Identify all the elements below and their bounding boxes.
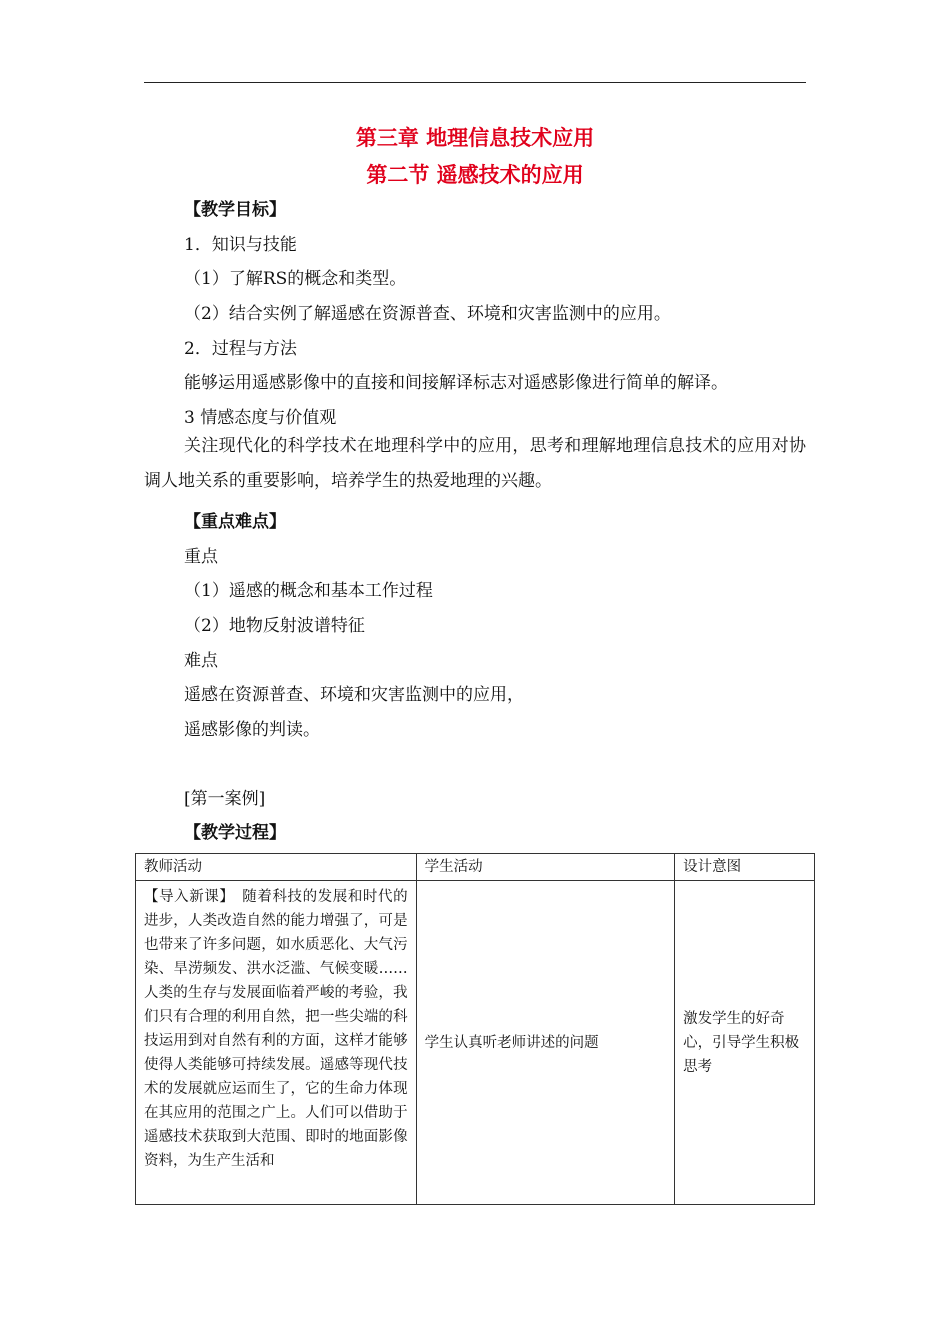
header-rule <box>144 82 806 83</box>
case-label: [第一案例] <box>184 789 266 809</box>
objective-2-text: 能够运用遥感影像中的直接和间接解译标志对遥感影像进行简单的解译。 <box>184 373 728 393</box>
objective-1-title: 1．知识与技能 <box>184 235 297 255</box>
student-activity-cell: 学生认真听老师讲述的问题 <box>416 881 675 1205</box>
hard-label: 难点 <box>184 651 218 671</box>
key-label: 重点 <box>184 547 218 567</box>
objective-3-text: 关注现代化的科学技术在地理科学中的应用，思考和理解地理信息技术的应用对协调人地关系的重要影响，培养学生的热爱地理的兴趣。 <box>144 436 806 491</box>
design-intent-cell: 激发学生的好奇心，引导学生积极思考 <box>675 881 815 1205</box>
objective-1-item-1: （1）了解RS的概念和类型。 <box>184 269 407 289</box>
chapter-title: 第三章 地理信息技术应用 <box>355 126 595 150</box>
objectives-heading: 【教学目标】 <box>184 200 286 220</box>
hard-point-2: 遥感影像的判读。 <box>184 720 320 740</box>
objective-3-title: 3 情感态度与价值观 <box>184 408 337 428</box>
process-heading: 【教学过程】 <box>184 823 286 843</box>
teacher-activity-cell: 【导入新课】 随着科技的发展和时代的进步，人类改造自然的能力增强了，可是也带来了许多问题，如水质恶化、大气污染、旱涝频发、洪水泛滥、气候变暖……人类的生存与发展面临着严峻的考验，我们只有合理的利用自然，把一些尖端的科技运用到对自然有利的方面，这样才能够使得人类能够可持续发展。遥感等现代技术的发展就应运而生了，它的生命力体现在其应用的范围之广上。人们可以借助于遥感技术获取到大范围、即时的地面影像资料，为生产生活和 <box>136 881 417 1205</box>
table-header-row <box>136 854 815 881</box>
objective-1-item-2: （2）结合实例了解遥感在资源普查、环境和灾害监测中的应用。 <box>184 304 671 324</box>
objective-2-title: 2．过程与方法 <box>184 339 297 359</box>
hard-point-1: 遥感在资源普查、环境和灾害监测中的应用， <box>184 685 524 705</box>
key-points-heading: 【重点难点】 <box>184 512 286 532</box>
key-point-1: （1）遥感的概念和基本工作过程 <box>184 581 433 601</box>
header-teacher-activity: 教师活动 <box>136 854 417 881</box>
header-design-intent: 设计意图 <box>675 854 815 881</box>
section-title: 第二节 遥感技术的应用 <box>366 163 584 187</box>
key-point-2: （2）地物反射波谱特征 <box>184 616 365 636</box>
teaching-process-table <box>135 853 815 1205</box>
table-row <box>136 881 815 1205</box>
header-student-activity: 学生活动 <box>416 854 675 881</box>
